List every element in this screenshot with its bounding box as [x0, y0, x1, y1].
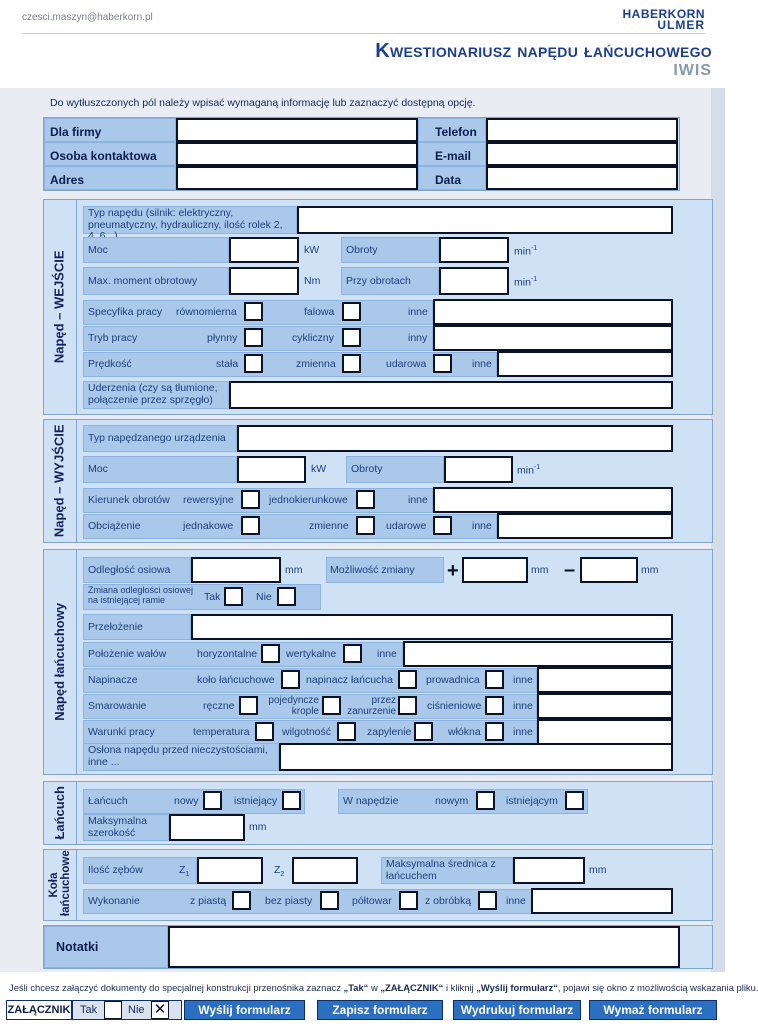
- mode-fluid-label: płynny: [207, 332, 238, 344]
- z2-letter: Z: [274, 864, 281, 876]
- make-nohub-checkbox[interactable]: [320, 891, 339, 910]
- footer-text-zal: „ZAŁĄCZNIK“: [380, 982, 444, 993]
- adjust-minus-field[interactable]: [580, 557, 638, 583]
- z1-label: [179, 865, 189, 879]
- maxdiam-field[interactable]: [513, 857, 585, 884]
- output-type-field[interactable]: [237, 425, 673, 452]
- velocity-variable-checkbox[interactable]: [342, 354, 361, 373]
- chain-new-label: nowy: [174, 795, 199, 807]
- input-atspeed-unit: [514, 276, 537, 289]
- input-spec-label: Specyfika pracy: [88, 306, 163, 318]
- cover-label: Osłona napędu przed nieczystościami, inne ...: [88, 744, 268, 768]
- change-label: Zmiana odległości osiowej na istniejącej ramie: [88, 585, 194, 605]
- shafts-other-label: inne: [377, 648, 397, 660]
- firm-label: Dla firmy: [50, 125, 102, 139]
- mode-fluid-checkbox[interactable]: [244, 328, 263, 347]
- chain-existing-label: istniejący: [234, 795, 278, 807]
- maxdiam-label: Maksymalna średnica z łańcuchem: [386, 858, 496, 882]
- address-field[interactable]: [176, 166, 418, 190]
- attach-no-checkbox[interactable]: [151, 1001, 169, 1019]
- chain-section-title: [43, 781, 77, 845]
- logo-line2: ULMER: [657, 18, 705, 32]
- output-speed-field[interactable]: [444, 456, 513, 483]
- z1-sub: 1: [185, 871, 190, 879]
- lube-immersion-label: przez zanurzenie: [347, 695, 396, 717]
- header-email: czesci.maszyn@haberkorn.pl: [22, 12, 153, 23]
- maxdiam-unit: mm: [589, 864, 607, 876]
- chain-label: Łańcuch: [88, 795, 128, 807]
- z2-label: [274, 865, 284, 879]
- axis-dist-unit: mm: [285, 564, 303, 576]
- contact-field[interactable]: [176, 142, 418, 166]
- load-uniform-checkbox[interactable]: [241, 516, 260, 535]
- input-power-label: Moc: [88, 244, 108, 256]
- make-machined-checkbox[interactable]: [478, 891, 497, 910]
- check-x-icon: ✕: [153, 1001, 167, 1018]
- footer-text-send: „Wyślij formularz“: [476, 982, 558, 993]
- sprockets-section-title: [43, 849, 77, 921]
- plus-icon: +: [447, 560, 459, 582]
- output-load-label: Obciążenie: [88, 520, 141, 532]
- maxwidth-unit: mm: [249, 821, 267, 833]
- spec-other-field[interactable]: [433, 299, 673, 325]
- lube-drip-checkbox[interactable]: [322, 696, 341, 715]
- output-power-unit: kW: [311, 463, 327, 475]
- shafts-horizontal-checkbox[interactable]: [261, 644, 280, 663]
- mode-other-label: inny: [408, 332, 428, 344]
- logo: [600, 8, 705, 31]
- attach-yes-checkbox[interactable]: [104, 1001, 122, 1019]
- notes-field[interactable]: [168, 926, 680, 968]
- chain-existing-checkbox[interactable]: [282, 791, 301, 810]
- address-label: Adres: [50, 173, 85, 187]
- change-yes-checkbox[interactable]: [224, 587, 243, 606]
- make-nohub-label: bez piasty: [265, 895, 313, 907]
- input-power-field[interactable]: [229, 237, 299, 263]
- tension-guide-checkbox[interactable]: [485, 670, 504, 689]
- lube-other-field[interactable]: [537, 693, 673, 719]
- input-torque-field[interactable]: [229, 267, 299, 295]
- unit-sup: -1: [530, 245, 538, 252]
- unit-min: min: [514, 276, 531, 289]
- logo-line1: HABERKORN: [622, 7, 705, 21]
- z2-field[interactable]: [292, 857, 358, 884]
- cond-temp-label: temperatura: [193, 726, 250, 738]
- maxwidth-field[interactable]: [169, 814, 245, 841]
- lube-label: Smarowanie: [88, 700, 147, 712]
- input-shocks-label: Uderzenia (czy są tłumione, połączenie przez sprzęgło): [88, 382, 218, 406]
- in-drive-new-checkbox[interactable]: [476, 791, 495, 810]
- tension-other-label: inne: [513, 674, 533, 686]
- attach-yes-label: Tak: [80, 1004, 98, 1016]
- z1-field[interactable]: [197, 857, 263, 884]
- ratio-label: Przełożenie: [88, 621, 143, 633]
- email-label: E-mail: [435, 149, 472, 163]
- input-speed-field[interactable]: [439, 237, 509, 263]
- velocity-other-label: inne: [472, 358, 492, 370]
- header-rule: [22, 33, 705, 34]
- page-subtitle: IWIS: [673, 62, 712, 79]
- email-field[interactable]: [486, 142, 678, 166]
- velocity-variable-label: zmienna: [296, 358, 336, 370]
- cond-humidity-checkbox[interactable]: [337, 722, 356, 741]
- input-type-field[interactable]: [297, 206, 673, 234]
- unit-sup: -1: [533, 464, 541, 471]
- maxwidth-label: Maksymalna szerokość: [88, 815, 147, 839]
- footer-instructions: [9, 982, 758, 993]
- shafts-other-field[interactable]: [403, 641, 673, 667]
- notes-label: Notatki: [56, 940, 99, 954]
- send-form-button[interactable]: Wyślij formularz: [184, 1000, 305, 1020]
- load-other-label: inne: [472, 520, 492, 532]
- dir-rev-label: rewersyjne: [183, 494, 234, 506]
- lube-manual-checkbox[interactable]: [239, 696, 258, 715]
- velocity-const-label: stała: [216, 358, 239, 370]
- make-machined-label: z obróbką: [425, 895, 472, 907]
- make-hub-label: z piastą: [190, 895, 227, 907]
- load-other-field[interactable]: [497, 513, 673, 539]
- adjust-label: Możliwość zmiany: [330, 564, 415, 576]
- lube-immersion-checkbox[interactable]: [398, 696, 417, 715]
- teeth-label: Ilość zębów: [88, 864, 143, 876]
- side-strip: [711, 88, 725, 972]
- cond-other-field[interactable]: [537, 719, 673, 745]
- output-speed-unit: [517, 464, 540, 477]
- cover-field[interactable]: [279, 743, 673, 771]
- cond-other-label: inne: [513, 726, 533, 738]
- input-velocity-label: Prędkość: [88, 358, 132, 370]
- input-atspeed-label: Przy obrotach: [346, 275, 411, 287]
- dir-one-checkbox[interactable]: [356, 490, 375, 509]
- input-mode-label: Tryb pracy: [88, 332, 138, 344]
- dir-rev-checkbox[interactable]: [241, 490, 260, 509]
- output-speed-label: Obroty: [351, 463, 383, 475]
- make-label: Wykonanie: [88, 895, 140, 907]
- print-form-button[interactable]: Wydrukuj formularz: [453, 1000, 581, 1020]
- input-torque-unit: Nm: [304, 275, 321, 287]
- ratio-field[interactable]: [191, 614, 673, 640]
- date-label: Data: [435, 173, 462, 187]
- input-type-label: Typ napędu (silnik: elektryczny, pneumatyczny, hydrauliczny, ilość rolek 2,: [88, 207, 283, 231]
- load-impact-label: udarowe: [386, 520, 427, 532]
- velocity-const-checkbox[interactable]: [244, 354, 263, 373]
- cond-temp-checkbox[interactable]: [255, 722, 274, 741]
- intro-text: Do wytłuszczonych pól należy wpisać wymaganą informację lub zaznaczyć dostępną opcję.: [50, 97, 476, 109]
- chain-drive-section-title: [43, 549, 77, 775]
- change-no-label: Nie: [256, 591, 272, 603]
- minus-icon: –: [564, 559, 576, 581]
- firm-field[interactable]: [176, 118, 418, 142]
- cond-dust-label: zapylenie: [367, 726, 412, 738]
- tension-guide-label: prowadnica: [426, 674, 480, 686]
- make-other-field[interactable]: [531, 888, 673, 914]
- make-other-label: inne: [506, 895, 526, 907]
- input-atspeed-field[interactable]: [439, 267, 509, 295]
- footer-text-d: , pojawi się okno z możliwością wskazania pliku.: [557, 982, 758, 993]
- attach-no-label: Nie: [128, 1004, 145, 1016]
- input-title-text: Napęd – WEJŚCIE: [51, 250, 67, 364]
- footer-text-b: w: [368, 982, 381, 993]
- spec-even-label: równomierna: [176, 306, 237, 318]
- change-yes-label: Tak: [204, 591, 221, 603]
- output-section-title: [43, 419, 77, 543]
- tension-other-field[interactable]: [537, 667, 673, 693]
- shafts-label: Położenie wałów: [88, 648, 167, 660]
- lube-pressure-label: ciśnieniowe: [427, 700, 482, 712]
- contact-label: Osoba kontaktowa: [50, 149, 157, 163]
- input-torque-label: Max. moment obrotowy: [88, 275, 198, 287]
- output-dir-label: Kierunek obrotów: [88, 494, 170, 506]
- shafts-vertical-checkbox[interactable]: [343, 644, 362, 663]
- lube-other-label: inne: [513, 700, 533, 712]
- axis-dist-field[interactable]: [191, 557, 281, 583]
- footer-text-c: i kliknij: [443, 982, 477, 993]
- attach-label: ZAŁĄCZNIK: [6, 1000, 72, 1020]
- mode-cyclic-checkbox[interactable]: [342, 328, 361, 347]
- adjust-plus-field[interactable]: [462, 557, 528, 583]
- chain-title-text: Łańcuch: [51, 786, 67, 840]
- chain-new-checkbox[interactable]: [203, 791, 222, 810]
- phone-field[interactable]: [486, 118, 678, 142]
- tension-sprocket-label: koło łańcuchowe: [197, 674, 275, 686]
- cond-dust-checkbox[interactable]: [414, 722, 433, 741]
- load-variable-checkbox[interactable]: [356, 516, 375, 535]
- unit-min: min: [514, 245, 531, 258]
- unit-min: min: [517, 464, 534, 477]
- shafts-horizontal-label: horyzontalne: [197, 648, 258, 660]
- in-drive-existing-label: istniejącym: [506, 795, 558, 807]
- tension-tensioner-label: napinacz łańcucha: [306, 674, 393, 686]
- cond-fiber-checkbox[interactable]: [485, 722, 504, 741]
- spec-wave-label: falowa: [304, 306, 335, 318]
- make-hub-checkbox[interactable]: [232, 891, 251, 910]
- output-title-text: Napęd – WYJŚCIE: [51, 424, 67, 538]
- velocity-other-field[interactable]: [497, 351, 673, 377]
- input-section-title: [43, 199, 77, 415]
- dir-other-field[interactable]: [433, 487, 673, 513]
- velocity-impact-checkbox[interactable]: [433, 354, 452, 373]
- dir-other-label: inne: [408, 494, 428, 506]
- lube-manual-label: ręczne: [203, 700, 235, 712]
- shafts-vertical-label: wertykalne: [286, 648, 337, 660]
- spec-even-checkbox[interactable]: [244, 302, 263, 321]
- velocity-impact-label: udarowa: [386, 358, 427, 370]
- spec-wave-checkbox[interactable]: [342, 302, 361, 321]
- adjust-plus-unit: mm: [531, 564, 549, 576]
- unit-sup: -1: [530, 276, 538, 283]
- sprockets-title-text: Koła łańcuchowe: [47, 850, 72, 916]
- footer-text-tak: „Tak“: [343, 982, 369, 993]
- save-form-button[interactable]: Zapisz formularz: [317, 1000, 443, 1020]
- mode-cyclic-label: cykliczny: [292, 332, 335, 344]
- z2-sub: 2: [280, 871, 285, 879]
- cond-humidity-label: wilgotność: [282, 726, 332, 738]
- z1-letter: Z: [179, 864, 186, 876]
- cond-fiber-label: włókna: [448, 726, 481, 738]
- load-impact-checkbox[interactable]: [433, 516, 452, 535]
- make-blank-checkbox[interactable]: [399, 891, 418, 910]
- change-no-checkbox[interactable]: [277, 587, 296, 606]
- input-speed-unit: [514, 245, 537, 258]
- spec-other-label: inne: [408, 306, 428, 318]
- in-drive-label: W napędzie: [343, 795, 399, 807]
- conditions-label: Warunki pracy: [88, 726, 155, 738]
- input-speed-label: Obroty: [346, 244, 378, 256]
- axis-dist-label: Odległość osiowa: [88, 564, 171, 576]
- date-field[interactable]: [486, 166, 678, 190]
- tension-label: Napinacze: [88, 674, 138, 686]
- output-power-field[interactable]: [237, 456, 306, 483]
- in-drive-existing-checkbox[interactable]: [565, 791, 584, 810]
- footer-text-a: Jeśli chcesz załączyć dokumenty do specjalnej konstrukcji przenośnika zaznacz: [9, 982, 344, 993]
- dir-one-label: jednokierunkowe: [269, 494, 348, 506]
- load-uniform-label: jednakowe: [183, 520, 234, 532]
- input-shocks-field[interactable]: [229, 381, 673, 409]
- lube-pressure-checkbox[interactable]: [485, 696, 504, 715]
- phone-label: Telefon: [435, 125, 477, 139]
- input-power-unit: kW: [304, 244, 320, 256]
- tension-tensioner-checkbox[interactable]: [398, 670, 417, 689]
- chain-drive-title-text: Napęd łańcuchowy: [51, 603, 67, 721]
- lube-drip-label: pojedyncze krople: [268, 695, 319, 717]
- load-variable-label: zmienne: [309, 520, 349, 532]
- tension-sprocket-checkbox[interactable]: [281, 670, 300, 689]
- in-drive-new-label: nowym: [435, 795, 469, 807]
- clear-form-button[interactable]: Wymaż formularz: [589, 1000, 717, 1020]
- mode-other-field[interactable]: [433, 325, 673, 351]
- make-blank-label: półtowar: [352, 895, 392, 907]
- adjust-minus-unit: mm: [641, 564, 659, 576]
- output-type-label: Typ napędzanego urządzenia: [88, 432, 226, 444]
- output-power-label: Moc: [88, 463, 108, 475]
- page-title: Kwestionariusz napędu łańcuchowego: [375, 40, 712, 62]
